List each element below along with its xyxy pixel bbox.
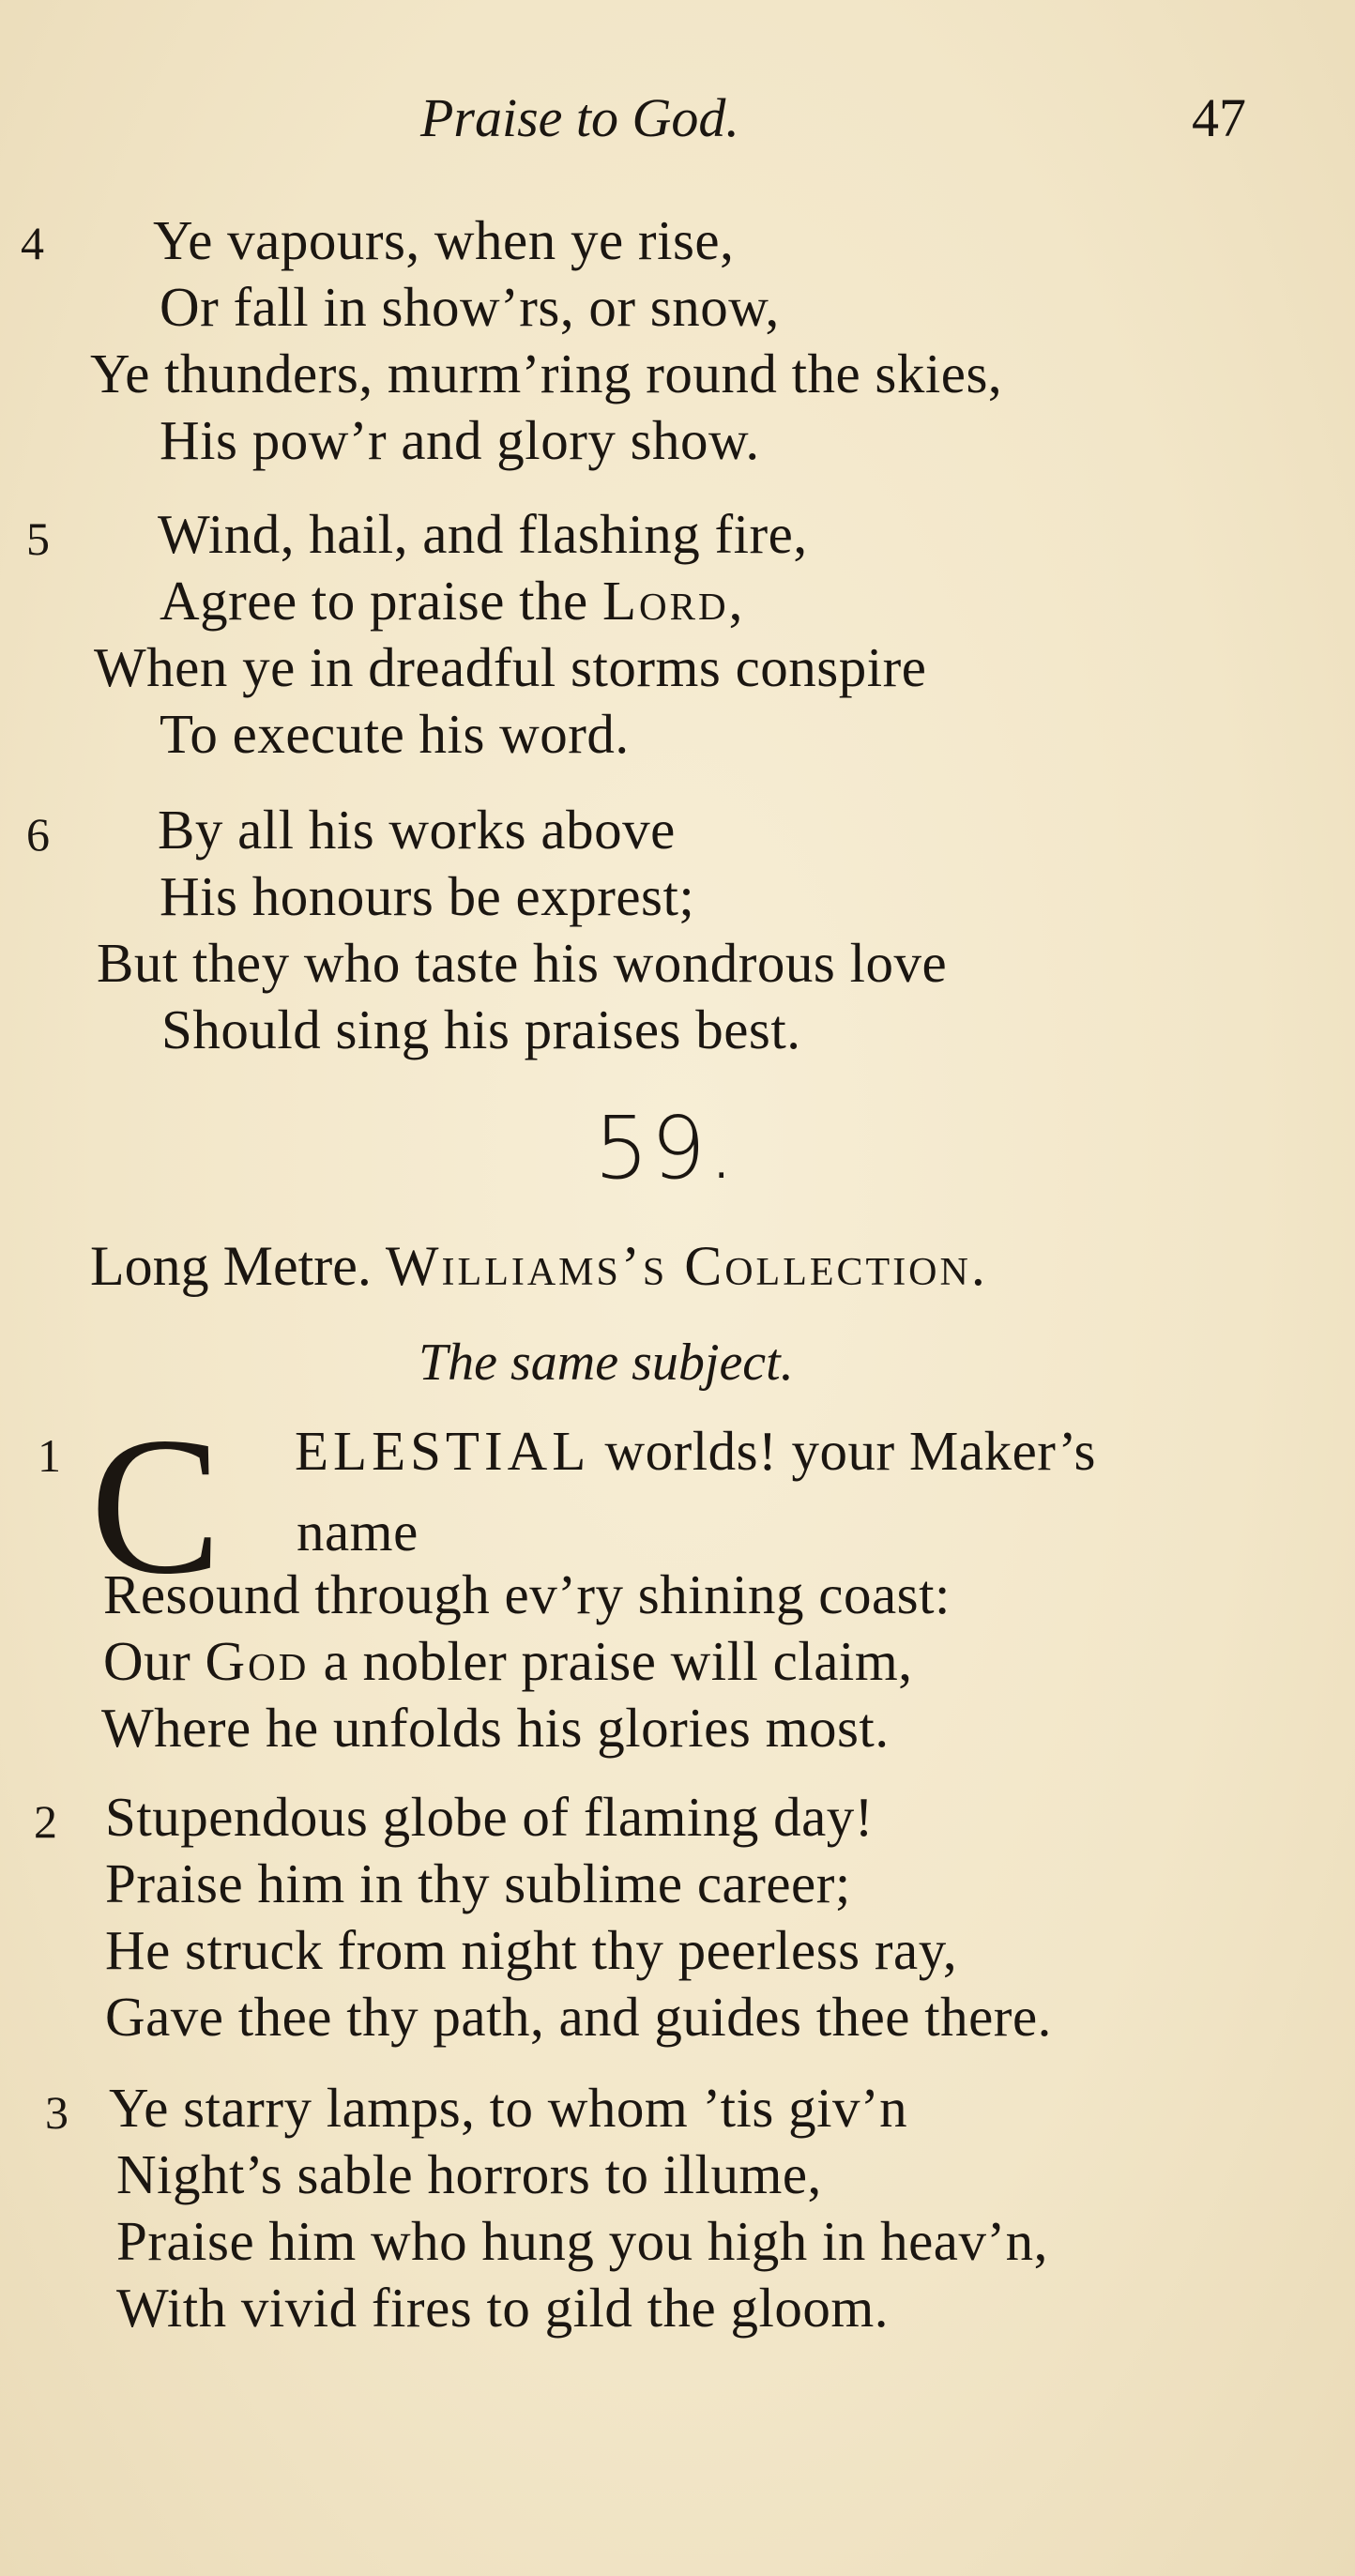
verse-line-wrap: name — [297, 1501, 419, 1562]
verse-number: 1 — [38, 1429, 61, 1482]
verse-line-first — [295, 1419, 1096, 1484]
verse-line: Wind, hail, and flashing fire, — [158, 503, 808, 565]
verse-number: 5 — [26, 512, 50, 565]
verse-number: 3 — [45, 2086, 69, 2139]
first-word-caps: ELESTIAL — [295, 1420, 591, 1482]
verse-number: 4 — [21, 217, 44, 269]
god-small-caps: God — [205, 1630, 310, 1692]
verse-line: Ye thunders, murm’ring round the skies, — [90, 343, 1003, 404]
page-number: 47 — [1192, 87, 1246, 148]
verse-line: But they who taste his wondrous love — [97, 932, 948, 994]
verse-line: By all his works above — [158, 799, 676, 861]
source-collection: Williams’s Collection. — [385, 1235, 988, 1297]
verse-line: Ye starry lamps, to whom ’tis giv’n — [109, 2077, 908, 2139]
lord-small-caps: Lord, — [601, 570, 746, 632]
hymn-metre-line — [90, 1234, 988, 1299]
our-word: Our — [103, 1630, 206, 1692]
hymn-number: 59. — [594, 1098, 738, 1198]
verse-line: Praise him who hung you high in heav’n, — [116, 2210, 1048, 2272]
verse-line: He struck from night thy peerless ray, — [105, 1919, 958, 1981]
verse-number: 2 — [34, 1795, 57, 1848]
verse-line — [103, 1629, 912, 1694]
drop-cap: C — [90, 1397, 222, 1615]
verse-line: Should sing his praises best. — [161, 998, 801, 1060]
running-head-title: Praise to God. — [420, 87, 739, 148]
metre-label: Long Metre. — [90, 1235, 372, 1297]
verse-line: Gave thee thy path, and guides thee there. — [105, 1986, 1052, 2048]
first-line-rest: worlds! your Maker’s — [604, 1420, 1096, 1482]
verse-line-text: a nobler praise will claim, — [323, 1630, 913, 1692]
verse-line: Praise him in thy sublime career; — [105, 1852, 851, 1914]
verse-number: 6 — [26, 808, 50, 861]
verse-line: Night’s sable horrors to illume, — [116, 2143, 822, 2205]
verse-line-text: Agree to praise the — [160, 570, 602, 632]
verse-line — [160, 569, 745, 633]
verse-line: His honours be exprest; — [160, 865, 695, 927]
verse-line: Stupendous globe of flaming day! — [105, 1786, 874, 1848]
verse-line: Ye vapours, when ye rise, — [153, 209, 735, 271]
verse-line: With vivid fires to gild the gloom. — [116, 2277, 890, 2339]
verse-line: Resound through ev’ry shining coast: — [103, 1563, 951, 1625]
hymn-subject: The same subject. — [419, 1334, 794, 1392]
verse-line: To execute his word. — [160, 703, 630, 765]
verse-line: When ye in dreadful storms conspire — [94, 636, 927, 698]
verse-line: Or fall in show’rs, or snow, — [160, 276, 780, 338]
verse-line: His pow’r and glory show. — [160, 409, 760, 471]
verse-line: Where he unfolds his glories most. — [101, 1697, 890, 1759]
